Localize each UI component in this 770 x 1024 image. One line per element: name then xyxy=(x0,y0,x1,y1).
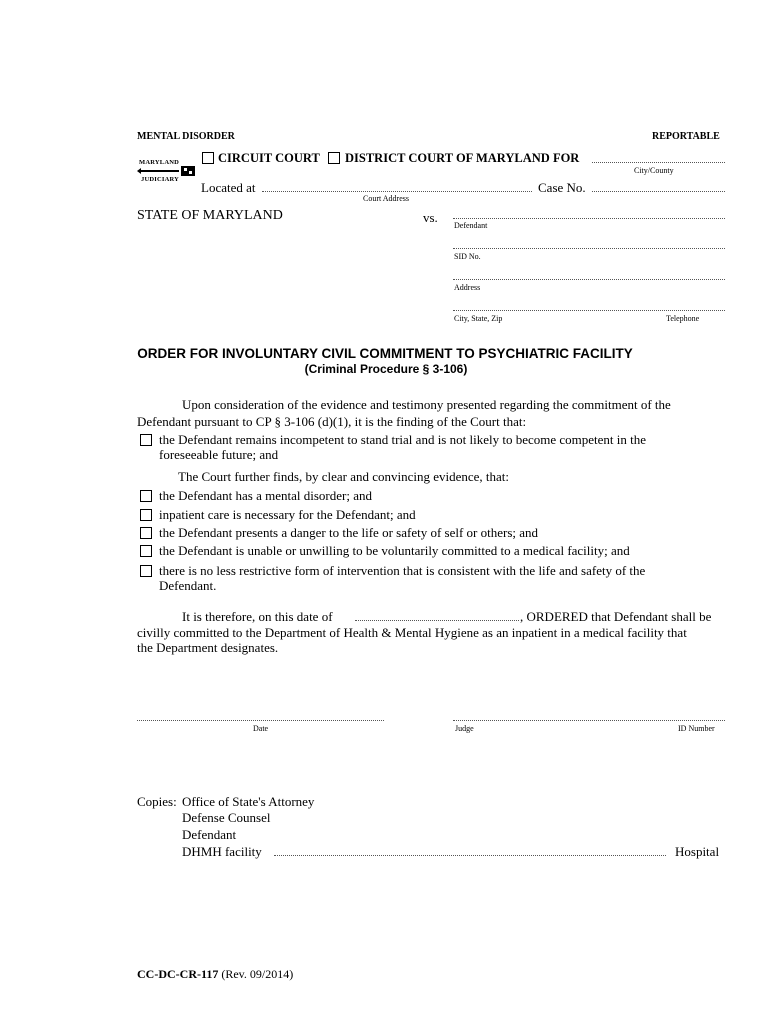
reportable-label: REPORTABLE xyxy=(652,131,720,142)
finding-mental-disorder: the Defendant has a mental disorder; and xyxy=(159,488,372,503)
sid-field[interactable] xyxy=(453,248,725,249)
order-prefix: It is therefore, on this date of xyxy=(182,609,333,624)
finding-incompetent-checkbox[interactable] xyxy=(140,434,152,446)
district-court-label: DISTRICT COURT OF MARYLAND FOR xyxy=(345,151,580,165)
order-title: ORDER FOR INVOLUNTARY CIVIL COMMITMENT TO PSYCHIATRIC FACILITY xyxy=(137,346,633,361)
court-address-field[interactable] xyxy=(262,191,532,192)
further-finds: The Court further finds, by clear and convincing evidence, that: xyxy=(178,469,510,484)
finding-inpatient: inpatient care is necessary for the Defendant; and xyxy=(159,507,416,522)
city-state-zip-caption: City, State, Zip xyxy=(454,314,503,323)
copy-defendant: Defendant xyxy=(182,827,237,842)
order-suffix: , ORDERED that Defendant shall be xyxy=(520,609,712,624)
finding-no-less-restrictive-checkbox[interactable] xyxy=(140,565,152,577)
case-no-field[interactable] xyxy=(592,191,725,192)
finding-incompetent-line1: the Defendant remains incompetent to stand trial and is not likely to become competent in the xyxy=(159,432,646,447)
address-field[interactable] xyxy=(453,279,725,280)
order-line3: the Department designates. xyxy=(137,640,279,655)
city-state-zip-field[interactable] xyxy=(453,310,725,311)
defendant-caption: Defendant xyxy=(454,221,488,230)
copy-states-attorney: Office of State's Attorney xyxy=(182,794,315,809)
finding-danger: the Defendant presents a danger to the life or safety of self or others; and xyxy=(159,525,539,540)
finding-no-less-restrictive-line1: there is no less restrictive form of intervention that is consistent with the life and safety of the xyxy=(159,563,646,578)
date-signature-field[interactable] xyxy=(137,720,384,721)
hospital-name-field[interactable] xyxy=(274,855,666,856)
scales-icon xyxy=(137,166,199,176)
finding-inpatient-checkbox[interactable] xyxy=(140,509,152,521)
copies-label: Copies: xyxy=(137,794,177,809)
intro-line1: Upon consideration of the evidence and testimony presented regarding the commitment of the xyxy=(182,397,671,412)
order-subtitle: (Criminal Procedure § 3-106) xyxy=(304,362,468,376)
maryland-judiciary-logo: MARYLAND JUDICIARY xyxy=(137,156,199,186)
hospital-label: Hospital xyxy=(675,844,720,859)
located-at-label: Located at xyxy=(201,180,256,195)
finding-no-less-restrictive-line2: Defendant. xyxy=(159,578,217,593)
order-line2: civilly committed to the Department of Health & Mental Hygiene as an inpatient in a medical facility that xyxy=(137,625,687,640)
telephone-caption: Telephone xyxy=(666,314,700,323)
form-number: CC-DC-CR-117 (Rev. 09/2014) xyxy=(137,967,294,981)
finding-unwilling: the Defendant is unable or unwilling to be voluntarily committed to a medical facility; and xyxy=(159,543,630,558)
city-county-field[interactable] xyxy=(592,162,725,163)
address-caption: Address xyxy=(454,283,481,292)
finding-incompetent-line2: foreseeable future; and xyxy=(159,447,279,462)
court-address-caption: Court Address xyxy=(363,194,409,203)
state-of-maryland: STATE OF MARYLAND xyxy=(137,208,283,223)
finding-danger-checkbox[interactable] xyxy=(140,527,152,539)
intro-line2: Defendant pursuant to CP § 3-106 (d)(1), it is the finding of the Court that: xyxy=(137,414,527,429)
circuit-court-label: CIRCUIT COURT xyxy=(218,151,320,165)
id-number-caption: ID Number xyxy=(678,724,715,733)
finding-mental-disorder-checkbox[interactable] xyxy=(140,490,152,502)
vs-label: vs. xyxy=(423,210,438,225)
form-category-label: MENTAL DISORDER xyxy=(137,131,235,142)
copy-defense-counsel: Defense Counsel xyxy=(182,810,271,825)
judge-caption: Judge xyxy=(455,724,474,733)
city-county-caption: City/County xyxy=(634,166,674,175)
date-caption: Date xyxy=(253,724,269,733)
case-no-label: Case No. xyxy=(538,180,586,195)
copy-dhmh-facility: DHMH facility xyxy=(182,844,262,859)
order-date-field[interactable] xyxy=(355,620,519,621)
sid-caption: SID No. xyxy=(454,252,481,261)
finding-unwilling-checkbox[interactable] xyxy=(140,545,152,557)
circuit-court-checkbox[interactable] xyxy=(202,152,214,164)
judge-signature-field[interactable] xyxy=(453,720,725,721)
district-court-checkbox[interactable] xyxy=(328,152,340,164)
defendant-field[interactable] xyxy=(453,218,725,219)
